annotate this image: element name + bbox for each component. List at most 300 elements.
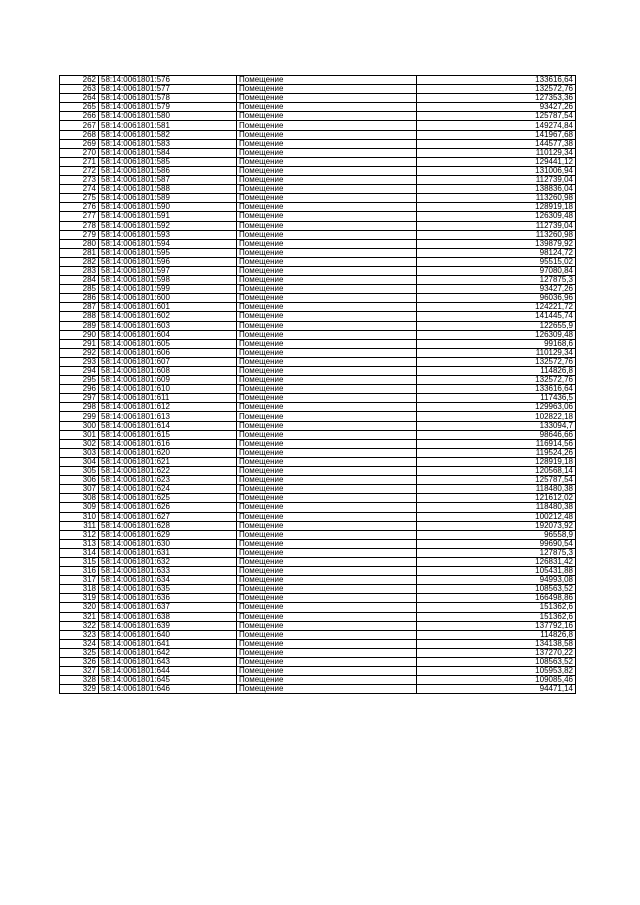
row-number: 308 [60,494,99,503]
row-number: 273 [60,176,99,185]
row-number: 275 [60,194,99,203]
row-number: 276 [60,203,99,212]
table-row [60,266,576,275]
cadastral-value: 127353,36 [417,94,576,103]
object-type: Помещение [237,348,417,357]
cadastral-value: 93427,26 [417,103,576,112]
row-number: 303 [60,448,99,457]
table-row [60,230,576,239]
table-row [60,521,576,530]
object-type: Помещение [237,194,417,203]
object-type: Помещение [237,294,417,303]
cadastral-value: 99690,54 [417,539,576,548]
cadastral-number: 58:14:0061801:588 [99,185,237,194]
object-type: Помещение [237,539,417,548]
object-type: Помещение [237,576,417,585]
cadastral-value: 94471,14 [417,685,576,694]
cadastral-value: 126309,48 [417,330,576,339]
row-number: 320 [60,603,99,612]
cadastral-value: 129441,12 [417,157,576,166]
table-row [60,630,576,639]
object-type: Помещение [237,585,417,594]
cadastral-number: 58:14:0061801:631 [99,548,237,557]
cadastral-number: 58:14:0061801:610 [99,385,237,394]
cadastral-value: 100212,48 [417,512,576,521]
table-row [60,612,576,621]
cadastral-number: 58:14:0061801:612 [99,403,237,412]
cadastral-number: 58:14:0061801:582 [99,130,237,139]
cadastral-value: 131006,94 [417,166,576,175]
cadastral-number: 58:14:0061801:633 [99,567,237,576]
row-number: 278 [60,221,99,230]
object-type: Помещение [237,603,417,612]
row-number: 293 [60,357,99,366]
cadastral-value: 96036,96 [417,294,576,303]
cadastral-value: 151362,6 [417,603,576,612]
object-type: Помещение [237,257,417,266]
table-row [60,330,576,339]
row-number: 309 [60,503,99,512]
object-type: Помещение [237,667,417,676]
object-type: Помещение [237,312,417,321]
object-type: Помещение [237,494,417,503]
cadastral-number: 58:14:0061801:644 [99,667,237,676]
cadastral-value: 121612,02 [417,494,576,503]
table-row [60,321,576,330]
cadastral-value: 105953,82 [417,667,576,676]
table-row [60,294,576,303]
object-type: Помещение [237,121,417,130]
table-row [60,403,576,412]
cadastral-number: 58:14:0061801:596 [99,257,237,266]
object-type: Помещение [237,248,417,257]
row-number: 270 [60,148,99,157]
table-row [60,276,576,285]
row-number: 290 [60,330,99,339]
row-number: 329 [60,685,99,694]
cadastral-value: 139879,92 [417,239,576,248]
cadastral-number: 58:14:0061801:576 [99,76,237,85]
object-type: Помещение [237,439,417,448]
object-type: Помещение [237,612,417,621]
cadastral-number: 58:14:0061801:636 [99,594,237,603]
object-type: Помещение [237,321,417,330]
cadastral-number: 58:14:0061801:586 [99,166,237,175]
cadastral-value: 98124,72 [417,248,576,257]
object-type: Помещение [237,557,417,566]
cadastral-number: 58:14:0061801:598 [99,276,237,285]
object-type: Помещение [237,276,417,285]
cadastral-value: 119524,26 [417,448,576,457]
row-number: 266 [60,112,99,121]
row-number: 263 [60,85,99,94]
table-row [60,139,576,148]
object-type: Помещение [237,621,417,630]
row-number: 298 [60,403,99,412]
object-type: Помещение [237,185,417,194]
cadastral-value: 138836,04 [417,185,576,194]
cadastral-number: 58:14:0061801:583 [99,139,237,148]
cadastral-number: 58:14:0061801:606 [99,348,237,357]
table-row [60,76,576,85]
row-number: 319 [60,594,99,603]
cadastral-value: 108563,52 [417,585,576,594]
table-row [60,239,576,248]
cadastral-number: 58:14:0061801:581 [99,121,237,130]
cadastral-value: 112739,04 [417,176,576,185]
table-row [60,476,576,485]
cadastral-value: 141445,74 [417,312,576,321]
table-row [60,121,576,130]
cadastral-value: 133616,64 [417,76,576,85]
row-number: 323 [60,630,99,639]
table-body [60,76,576,694]
table-row [60,312,576,321]
cadastral-number: 58:14:0061801:577 [99,85,237,94]
object-type: Помещение [237,103,417,112]
cadastral-value: 125787,54 [417,112,576,121]
table-row [60,185,576,194]
cadastral-number: 58:14:0061801:592 [99,221,237,230]
table-row [60,376,576,385]
table-row [60,112,576,121]
cadastral-value: 99168,6 [417,339,576,348]
object-type: Помещение [237,203,417,212]
object-type: Помещение [237,648,417,657]
object-type: Помещение [237,285,417,294]
cadastral-number: 58:14:0061801:642 [99,648,237,657]
row-number: 311 [60,521,99,530]
cadastral-value: 133094,7 [417,421,576,430]
cadastral-number: 58:14:0061801:616 [99,439,237,448]
object-type: Помещение [237,85,417,94]
cadastral-number: 58:14:0061801:632 [99,557,237,566]
table-row [60,594,576,603]
cadastral-value: 97080,84 [417,266,576,275]
row-number: 284 [60,276,99,285]
cadastral-number: 58:14:0061801:613 [99,412,237,421]
table-row [60,85,576,94]
object-type: Помещение [237,503,417,512]
object-type: Помещение [237,139,417,148]
cadastral-value: 149274,84 [417,121,576,130]
row-number: 301 [60,430,99,439]
object-type: Помещение [237,94,417,103]
row-number: 307 [60,485,99,494]
object-type: Помещение [237,303,417,312]
cadastral-value: 94993,08 [417,576,576,585]
cadastral-number: 58:14:0061801:585 [99,157,237,166]
cadastral-value: 127875,3 [417,548,576,557]
cadastral-value: 122655,9 [417,321,576,330]
row-number: 316 [60,567,99,576]
cadastral-number: 58:14:0061801:635 [99,585,237,594]
row-number: 299 [60,412,99,421]
cadastral-number: 58:14:0061801:599 [99,285,237,294]
cadastral-number: 58:14:0061801:607 [99,357,237,366]
object-type: Помещение [237,448,417,457]
cadastral-value: 110129,34 [417,348,576,357]
object-type: Помещение [237,594,417,603]
row-number: 326 [60,658,99,667]
row-number: 296 [60,385,99,394]
table-row [60,557,576,566]
cadastral-number: 58:14:0061801:608 [99,367,237,376]
cadastral-value: 116914,56 [417,439,576,448]
cadastral-number: 58:14:0061801:604 [99,330,237,339]
object-type: Помещение [237,76,417,85]
cadastral-number: 58:14:0061801:578 [99,94,237,103]
cadastral-value: 132572,76 [417,85,576,94]
row-number: 327 [60,667,99,676]
cadastral-value: 118480,38 [417,485,576,494]
row-number: 306 [60,476,99,485]
object-type: Помещение [237,376,417,385]
object-type: Помещение [237,430,417,439]
object-type: Помещение [237,130,417,139]
row-number: 277 [60,212,99,221]
cadastral-number: 58:14:0061801:625 [99,494,237,503]
cadastral-value: 141967,68 [417,130,576,139]
row-number: 324 [60,639,99,648]
cadastral-number: 58:14:0061801:645 [99,676,237,685]
table-row [60,548,576,557]
row-number: 297 [60,394,99,403]
object-type: Помещение [237,658,417,667]
row-number: 289 [60,321,99,330]
object-type: Помещение [237,567,417,576]
row-number: 286 [60,294,99,303]
object-type: Помещение [237,330,417,339]
cadastral-value: 114826,8 [417,367,576,376]
object-type: Помещение [237,421,417,430]
table-row [60,467,576,476]
cadastral-number: 58:14:0061801:601 [99,303,237,312]
row-number: 312 [60,530,99,539]
table-row [60,130,576,139]
cadastral-number: 58:14:0061801:595 [99,248,237,257]
cadastral-value: 126831,42 [417,557,576,566]
row-number: 328 [60,676,99,685]
cadastral-number: 58:14:0061801:639 [99,621,237,630]
table-row [60,221,576,230]
cadastral-number: 58:14:0061801:580 [99,112,237,121]
table-row [60,103,576,112]
table-row [60,157,576,166]
object-type: Помещение [237,512,417,521]
cadastral-value: 105431,88 [417,567,576,576]
cadastral-value: 95515,02 [417,257,576,266]
row-number: 318 [60,585,99,594]
object-type: Помещение [237,239,417,248]
object-type: Помещение [237,412,417,421]
row-number: 279 [60,230,99,239]
cadastral-value: 120568,14 [417,467,576,476]
cadastral-number: 58:14:0061801:638 [99,612,237,621]
object-type: Помещение [237,339,417,348]
cadastral-value: 151362,6 [417,612,576,621]
cadastral-number: 58:14:0061801:637 [99,603,237,612]
table-row [60,503,576,512]
cadastral-value: 93427,26 [417,285,576,294]
row-number: 294 [60,367,99,376]
object-type: Помещение [237,521,417,530]
object-type: Помещение [237,630,417,639]
cadastral-value: 124221,72 [417,303,576,312]
cadastral-value: 108563,52 [417,658,576,667]
cadastral-number: 58:14:0061801:603 [99,321,237,330]
cadastral-number: 58:14:0061801:629 [99,530,237,539]
cadastral-value: 128919,18 [417,203,576,212]
table-row [60,385,576,394]
row-number: 272 [60,166,99,175]
cadastral-number: 58:14:0061801:615 [99,430,237,439]
object-type: Помещение [237,266,417,275]
object-type: Помещение [237,148,417,157]
row-number: 314 [60,548,99,557]
row-number: 315 [60,557,99,566]
cadastral-number: 58:14:0061801:623 [99,476,237,485]
cadastral-value: 118480,38 [417,503,576,512]
table-row [60,194,576,203]
object-type: Помещение [237,112,417,121]
cadastral-value: 98646,66 [417,430,576,439]
table-row [60,248,576,257]
object-type: Помещение [237,230,417,239]
table-row [60,212,576,221]
row-number: 302 [60,439,99,448]
cadastral-value: 133616,64 [417,385,576,394]
cadastral-number: 58:14:0061801:640 [99,630,237,639]
object-type: Помещение [237,457,417,466]
row-number: 283 [60,266,99,275]
table-row [60,676,576,685]
cadastral-number: 58:14:0061801:628 [99,521,237,530]
row-number: 262 [60,76,99,85]
cadastral-value: 126309,48 [417,212,576,221]
cadastral-number: 58:14:0061801:641 [99,639,237,648]
object-type: Помещение [237,212,417,221]
cadastral-number: 58:14:0061801:584 [99,148,237,157]
object-type: Помещение [237,685,417,694]
row-number: 264 [60,94,99,103]
row-number: 310 [60,512,99,521]
table-row [60,658,576,667]
cadastral-number: 58:14:0061801:600 [99,294,237,303]
row-number: 300 [60,421,99,430]
cadastral-number: 58:14:0061801:579 [99,103,237,112]
cadastral-value: 114826,8 [417,630,576,639]
table-row [60,203,576,212]
row-number: 287 [60,303,99,312]
object-type: Помещение [237,176,417,185]
object-type: Помещение [237,394,417,403]
table-row [60,176,576,185]
object-type: Помещение [237,403,417,412]
table-row [60,439,576,448]
cadastral-value: 125787,54 [417,476,576,485]
row-number: 292 [60,348,99,357]
row-number: 317 [60,576,99,585]
row-number: 291 [60,339,99,348]
cadastral-number: 58:14:0061801:605 [99,339,237,348]
table-row [60,648,576,657]
table-row [60,94,576,103]
object-type: Помещение [237,485,417,494]
cadastral-number: 58:14:0061801:620 [99,448,237,457]
table-row [60,148,576,157]
row-number: 281 [60,248,99,257]
cadastral-number: 58:14:0061801:609 [99,376,237,385]
row-number: 269 [60,139,99,148]
object-type: Помещение [237,639,417,648]
row-number: 305 [60,467,99,476]
cadastral-value: 113260,98 [417,230,576,239]
cadastral-number: 58:14:0061801:589 [99,194,237,203]
table-row [60,412,576,421]
cadastral-value: 132572,76 [417,376,576,385]
row-number: 325 [60,648,99,657]
cadastral-number: 58:14:0061801:594 [99,239,237,248]
cadastral-number: 58:14:0061801:593 [99,230,237,239]
row-number: 280 [60,239,99,248]
cadastral-number: 58:14:0061801:587 [99,176,237,185]
cadastral-number: 58:14:0061801:643 [99,658,237,667]
cadastral-value: 96558,9 [417,530,576,539]
cadastral-number: 58:14:0061801:634 [99,576,237,585]
object-type: Помещение [237,367,417,376]
cadastral-value: 127875,3 [417,276,576,285]
table-row [60,485,576,494]
table-row [60,339,576,348]
row-number: 282 [60,257,99,266]
cadastral-number: 58:14:0061801:646 [99,685,237,694]
cadastral-number: 58:14:0061801:630 [99,539,237,548]
cadastral-value: 109085,46 [417,676,576,685]
cadastral-value: 110129,34 [417,148,576,157]
row-number: 267 [60,121,99,130]
object-type: Помещение [237,357,417,366]
table-row [60,421,576,430]
object-type: Помещение [237,476,417,485]
cadastral-value: 137792,16 [417,621,576,630]
cadastral-value: 128919,18 [417,457,576,466]
table-row [60,567,576,576]
row-number: 268 [60,130,99,139]
table-row [60,685,576,694]
row-number: 295 [60,376,99,385]
cadastral-number: 58:14:0061801:614 [99,421,237,430]
table-row [60,394,576,403]
table-row [60,448,576,457]
row-number: 271 [60,157,99,166]
object-type: Помещение [237,157,417,166]
object-type: Помещение [237,548,417,557]
row-number: 321 [60,612,99,621]
table-row [60,166,576,175]
table-row [60,530,576,539]
cadastral-number: 58:14:0061801:590 [99,203,237,212]
cadastral-value: 144577,38 [417,139,576,148]
row-number: 322 [60,621,99,630]
object-type: Помещение [237,385,417,394]
object-type: Помещение [237,676,417,685]
table-row [60,285,576,294]
cadastral-number: 58:14:0061801:626 [99,503,237,512]
table-row [60,303,576,312]
table-row [60,576,576,585]
table-row [60,367,576,376]
